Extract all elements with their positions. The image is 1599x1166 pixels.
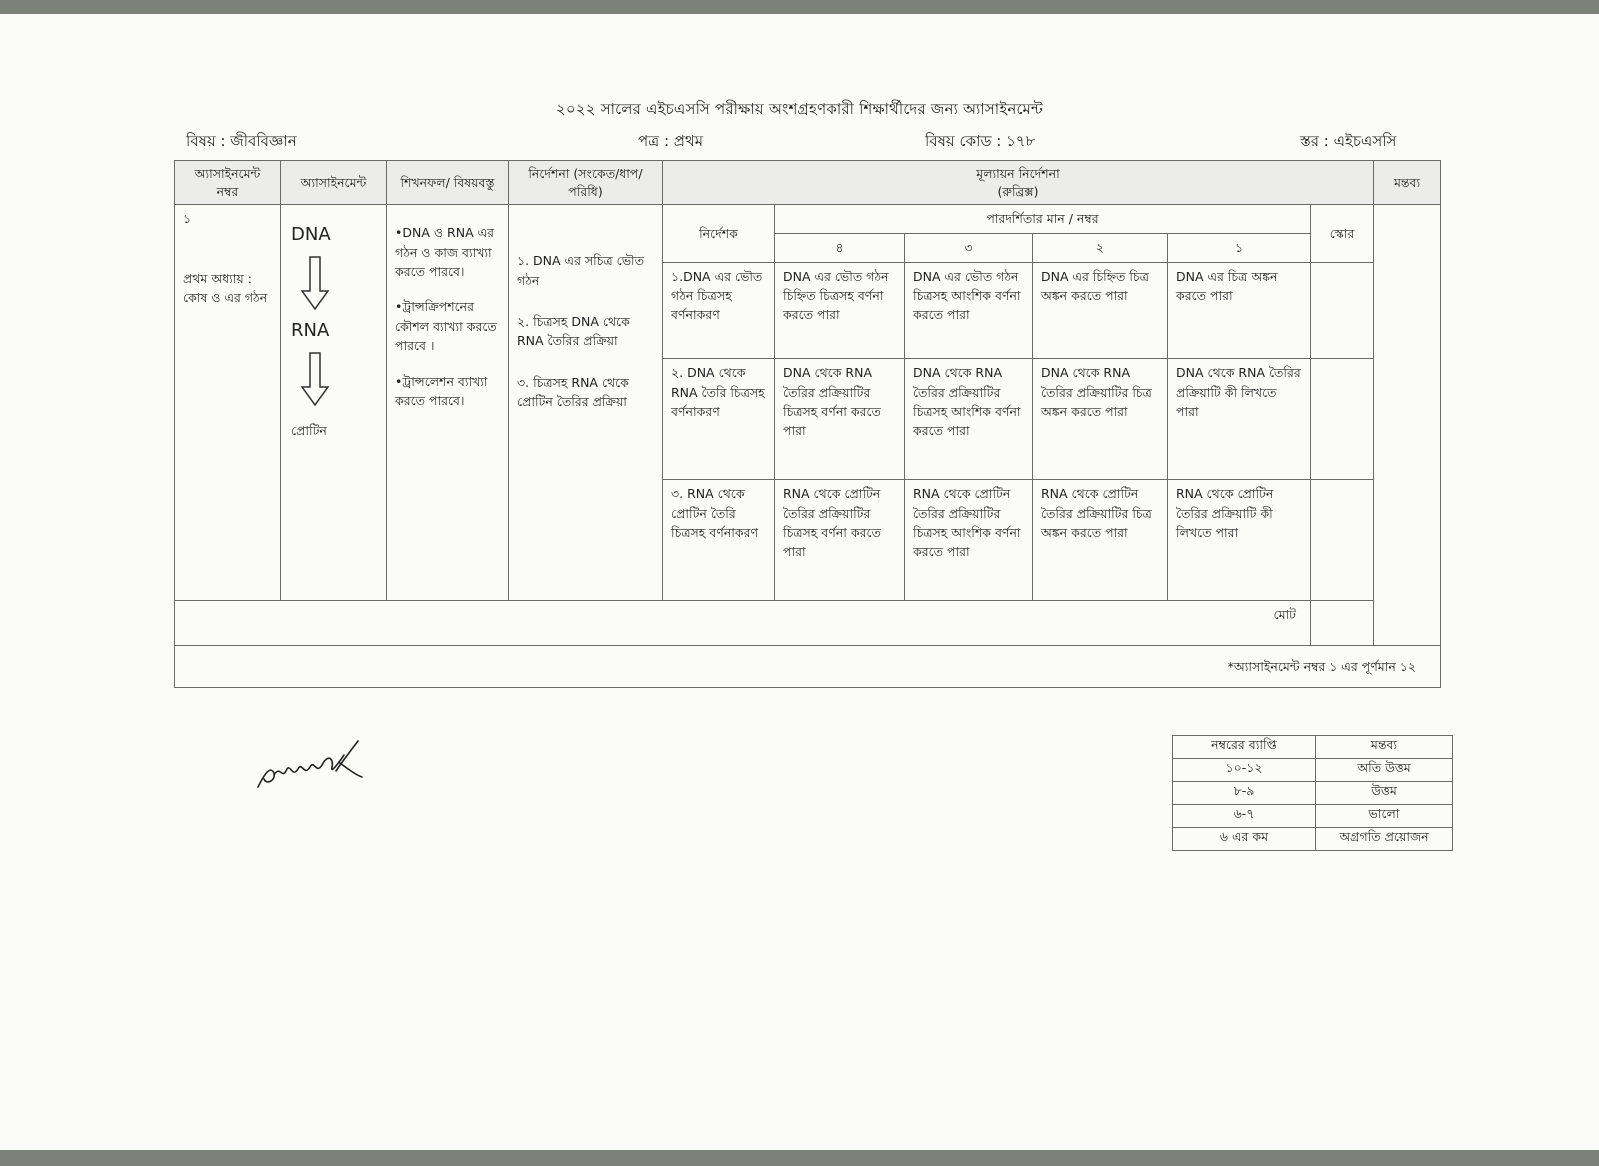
signature (252, 735, 367, 800)
score-header: স্কোর (1311, 205, 1374, 262)
flow-rna: RNA (291, 320, 330, 342)
level-label: স্তর : এইচএসসি (1300, 132, 1397, 150)
instruction-item: ২. চিত্রসহ DNA থেকে RNA তৈরির প্রক্রিয়া (517, 314, 630, 349)
level-2: ২ (1033, 233, 1168, 262)
indicator-header: নির্দেশক (663, 205, 775, 262)
header-assignment: অ্যাসাইনমেন্ট (281, 161, 387, 205)
total-label: মোট (175, 601, 1311, 645)
grade-range: ৮-৯ (1173, 782, 1316, 805)
grade-remark: অগ্রগতি প্রয়োজন (1316, 828, 1453, 851)
level-3: ৩ (905, 233, 1033, 262)
indicator-cell: ৩. RNA থেকে প্রোটিন তৈরি চিত্রসহ বর্ণনাকরণ (663, 480, 775, 601)
flow-dna: DNA (291, 224, 331, 246)
footnote: *অ্যাসাইনমেন্ট নম্বর ১ এর পূর্ণমান ১২ (175, 645, 1441, 687)
grade-range: ৬ এর কম (1173, 828, 1316, 851)
proficiency-header: পারদর্শিতার মান / নম্বর (775, 205, 1311, 234)
rubric-cell: DNA এর ভৌত গঠন চিত্রসহ আংশিক বর্ণনা করতে পারা (905, 262, 1033, 359)
instructions-cell (509, 205, 663, 601)
page-title: ২০২২ সালের এইচএসসি পরীক্ষায় অংশগ্রহণকারী শিক্ষার্থীদের জন্য অ্যাসাইনমেন্ট (555, 100, 1044, 118)
header-instructions: নির্দেশনা (সংকেত/ধাপ/পরিধি) (509, 161, 663, 205)
instruction-item: ১. DNA এর সচিত্র ভৌত গঠন (517, 253, 644, 288)
rubric-cell: RNA থেকে প্রোটিন তৈরির প্রক্রিয়াটি কী লিখতে পারা (1168, 480, 1311, 601)
header-rubric-label: (রুব্রিক্স) (997, 183, 1039, 199)
header-evaluation (663, 161, 1374, 205)
assignment-flow-cell (281, 205, 387, 601)
level-4: ৪ (775, 233, 905, 262)
indicator-cell: ১.DNA এর ভৌত গঠন চিত্রসহ বর্ণনাকরণ (663, 262, 775, 359)
rubric-cell: DNA থেকে RNA তৈরির প্রক্রিয়াটির চিত্রসহ আংশিক বর্ণনা করতে পারা (905, 359, 1033, 480)
grade-remark: ভালো (1316, 805, 1453, 828)
assignment-number: ১ (183, 211, 192, 227)
assignment-number-cell (175, 205, 281, 601)
grade-table (1172, 735, 1453, 851)
total-score-cell (1311, 601, 1374, 645)
grade-header-remark: মন্তব্য (1316, 736, 1453, 759)
paper-label: পত্র : প্রথম (638, 132, 704, 150)
rubric-cell: RNA থেকে প্রোটিন তৈরির প্রক্রিয়াটির চিত্র অঙ্কন করতে পারা (1033, 480, 1168, 601)
level-1: ১ (1168, 233, 1311, 262)
grade-remark: অতি উত্তম (1316, 759, 1453, 782)
down-arrow-icon (295, 255, 335, 311)
rubric-cell: DNA থেকে RNA তৈরির প্রক্রিয়াটির চিত্র অঙ্কন করতে পারা (1033, 359, 1168, 480)
score-cell (1311, 480, 1374, 601)
outcome-item: •ট্রান্সলেশন ব্যাখ্যা করতে পারবে। (395, 373, 488, 408)
score-cell (1311, 359, 1374, 480)
header-assignment-no: অ্যাসাইনমেন্ট নম্বর (175, 161, 281, 205)
instruction-item: ৩. চিত্রসহ RNA থেকে প্রোটিন তৈরির প্রক্রিয়া (517, 374, 629, 410)
rubric-cell: DNA থেকে RNA তৈরির প্রক্রিয়াটি কী লিখতে পারা (1168, 359, 1311, 480)
rubric-cell: DNA থেকে RNA তৈরির প্রক্রিয়াটির চিত্রসহ বর্ণনা করতে পারা (775, 359, 905, 480)
grade-range: ৬-৭ (1173, 805, 1316, 828)
down-arrow-icon (295, 351, 335, 407)
remarks-cell (1374, 205, 1441, 645)
subject-label: বিষয় : জীববিজ্ঞান (186, 132, 297, 150)
rubric-cell: RNA থেকে প্রোটিন তৈরির প্রক্রিয়াটির চিত্রসহ বর্ণনা করতে পারা (775, 480, 905, 601)
header-outcome: শিখনফল/ বিষয়বস্তু (387, 161, 509, 205)
chapter-label: প্রথম অধ্যায় : কোষ ও এর গঠন (183, 270, 268, 306)
flow-protein: প্রোটিন (291, 423, 327, 439)
grade-remark: উত্তম (1316, 782, 1453, 805)
outcome-item: •DNA ও RNA এর গঠন ও কাজ ব্যাখ্যা করতে পারবে। (395, 225, 494, 280)
subject-code-label: বিষয় কোড : ১৭৮ (925, 132, 1036, 150)
assignment-table (174, 160, 1441, 688)
grade-header-range: নম্বরের ব্যাপ্তি (1173, 736, 1316, 759)
outcomes-cell (387, 205, 509, 601)
rubric-cell: RNA থেকে প্রোটিন তৈরির প্রক্রিয়াটির চিত্রসহ আংশিক বর্ণনা করতে পারা (905, 480, 1033, 601)
score-cell (1311, 262, 1374, 359)
grade-range: ১০-১২ (1173, 759, 1316, 782)
header-evaluation-label: মূল্যায়ন নির্দেশনা (976, 166, 1060, 182)
rubric-cell: DNA এর চিহ্নিত চিত্র অঙ্কন করতে পারা (1033, 262, 1168, 359)
rubric-cell: DNA এর ভৌত গঠন চিহ্নিত চিত্রসহ বর্ণনা করতে পারা (775, 262, 905, 359)
outcome-item: •ট্রান্সক্রিপশনের কৌশল ব্যাখ্যা করতে পারবে । (395, 299, 497, 354)
header-remarks: মন্তব্য (1374, 161, 1441, 205)
indicator-cell: ২. DNA থেকে RNA তৈরি চিত্রসহ বর্ণনাকরণ (663, 359, 775, 480)
rubric-cell: DNA এর চিত্র অঙ্কন করতে পারা (1168, 262, 1311, 359)
